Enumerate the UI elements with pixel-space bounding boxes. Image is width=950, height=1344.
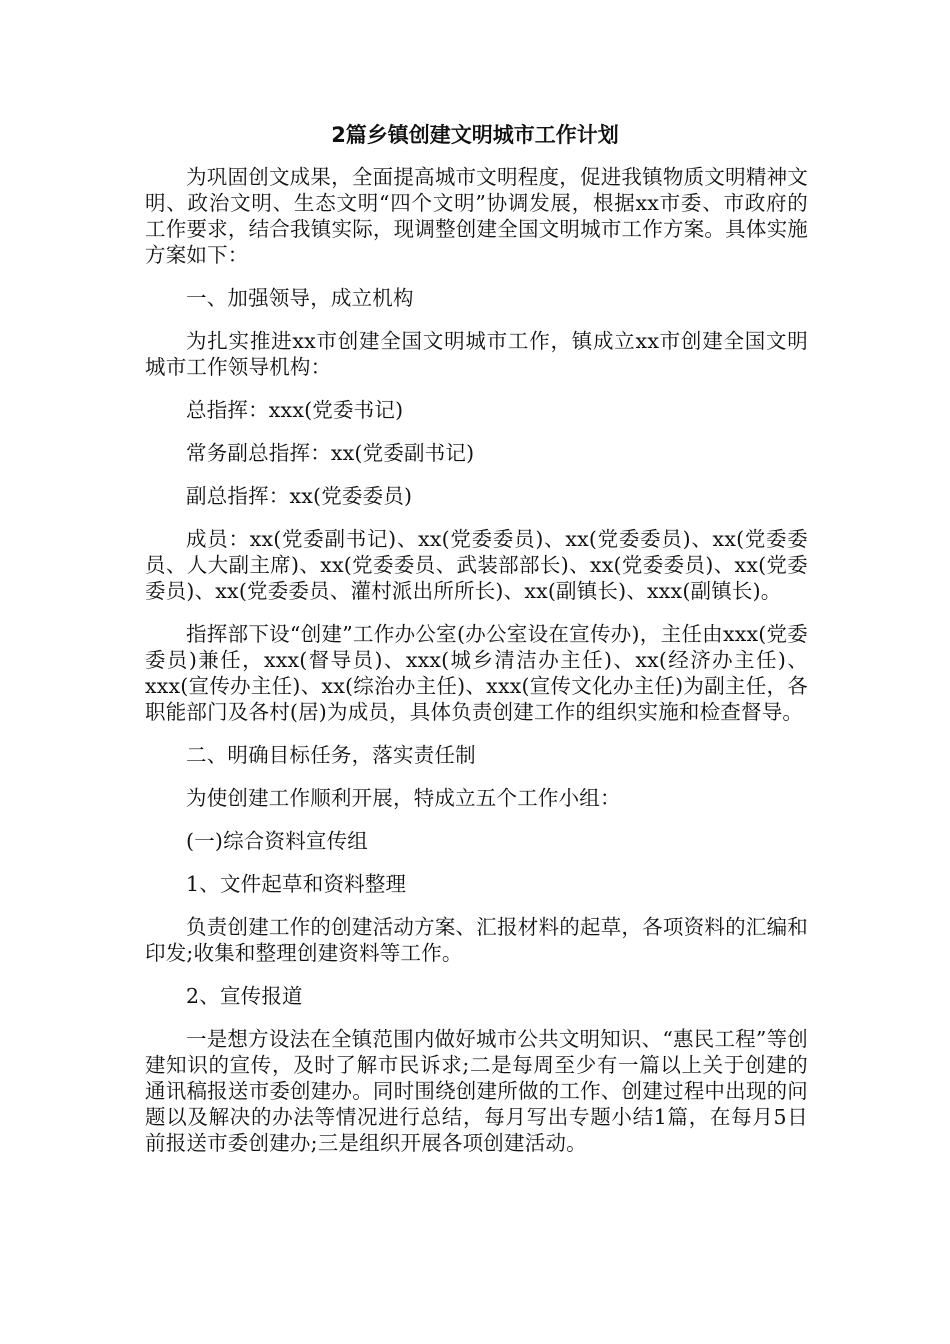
item-heading-2: 2、宣传报道 (186, 984, 303, 1008)
subsection-heading: (一)综合资料宣传组 (186, 829, 368, 853)
paragraph: 负责创建工作的创建活动方案、汇报材料的起草，各项资料的汇编和印发;收集和整理创建资料等工作。 (145, 915, 808, 965)
paragraph-commander: 总指挥：xxx(党委书记) (186, 398, 404, 422)
paragraph: 为使创建工作顺利开展，特成立五个工作小组： (186, 786, 621, 810)
paragraph-office: 指挥部下设“创建”工作办公室(办公室设在宣传办)，主任由xxx(党委委员)兼任，xxx(督导员)、xxx(城乡清洁办主任)、xx(经济办主任)、xxx(宣传办主任)、xx(综治办主任)、xxx(宣传文化办主任)为副主任，各职能部门及各村(居)为成员，具体负责创建工作的组织实施和检查督导。 (145, 622, 808, 724)
paragraph-members: 成员：xx(党委副书记)、xx(党委委员)、xx(党委委员)、xx(党委委员、人大副主席)、xx(党委委员、武装部部长)、xx(党委委员)、xx(党委委员)、xx(党委委员、灌村派出所所长)、xx(副镇长)、xxx(副镇长)。 (145, 527, 808, 603)
paragraph-intro: 为巩固创文成果，全面提高城市文明程度，促进我镇物质文明精神文明、政治文明、生态文明“四个文明”协调发展，根据xx市委、市政府的工作要求，结合我镇实际，现调整创建全国文明城市工作方案。具体实施方案如下： (145, 165, 808, 267)
paragraph: 为扎实推进xx市创建全国文明城市工作，镇成立xx市创建全国文明城市工作领导机构： (145, 329, 808, 379)
paragraph-deputy: 副总指挥：xx(党委委员) (186, 484, 413, 508)
section-heading-2: 二、明确目标任务，落实责任制 (186, 743, 476, 767)
paragraph: 一是想方设法在全镇范围内做好城市公共文明知识、“惠民工程”等创建知识的宣传，及时了解市民诉求;二是每周至少有一篇以上关于创建的通讯稿报送市委创建办。同时围绕创建所做的工作、创建过程中出现的问题以及解决的办法等情况进行总结，每月写出专题小结1篇，在每月5日前报送市委创建办;三是组织开展各项创建活动。 (145, 1027, 808, 1155)
paragraph-executive-deputy: 常务副总指挥：xx(党委副书记) (186, 441, 475, 465)
document-body (145, 164, 808, 1173)
section-heading-1: 一、加强领导，成立机构 (186, 286, 414, 310)
item-heading-1: 1、文件起草和资料整理 (186, 872, 407, 896)
document-title: 2篇乡镇创建文明城市工作计划 (331, 123, 619, 147)
